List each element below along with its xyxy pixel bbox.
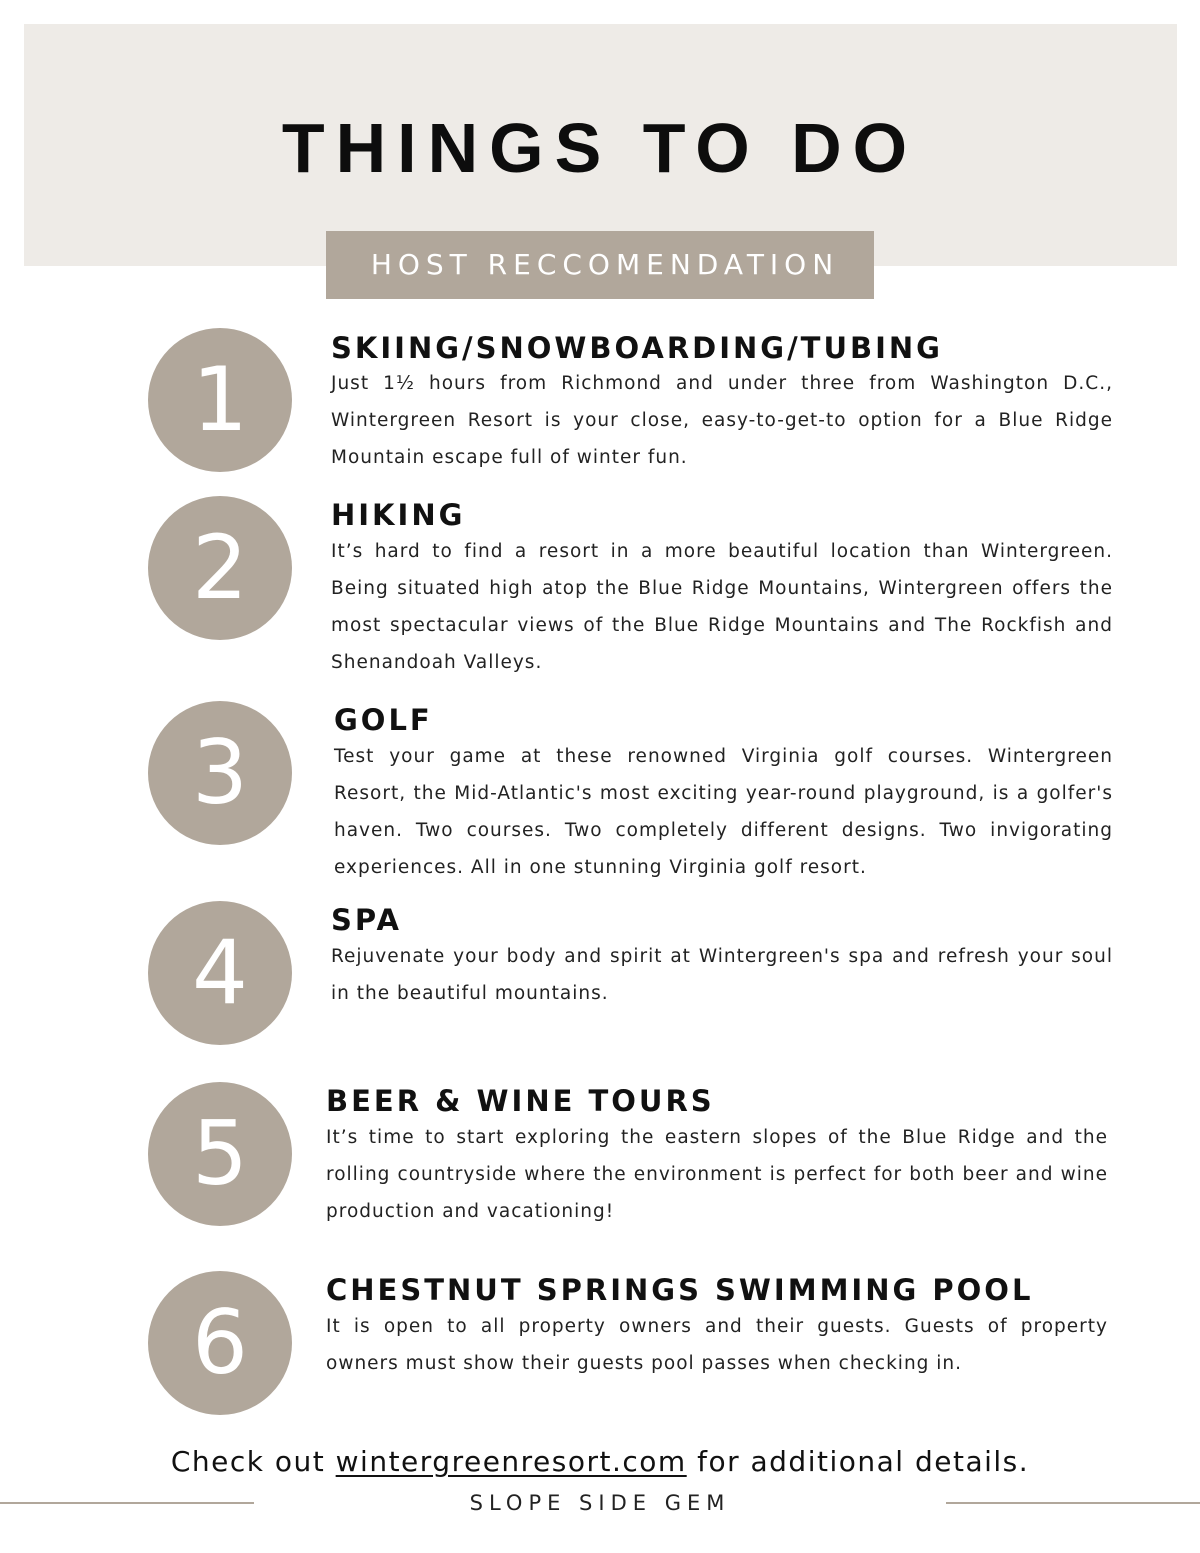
item-title-golf: GOLF xyxy=(334,703,433,737)
item-desc-beer-wine: It’s time to start exploring the eastern slopes of the Blue Ridge and the rolling countryside where the environment is perfect for both beer and wine production and vacationing! xyxy=(326,1127,1108,1222)
item-desc-spa: Rejuvenate your body and spirit at Wintergreen's spa and refresh your soul in the beautiful mountains. xyxy=(331,946,1113,1004)
footer-prefix: Check out xyxy=(170,1445,336,1478)
number-badge-2: 2 xyxy=(148,496,292,640)
website-link[interactable]: wintergreenresort.com xyxy=(335,1445,687,1478)
number-badge-6: 6 xyxy=(148,1271,292,1415)
item-desc-skiing: Just 1½ hours from Richmond and under three from Washington D.C., Wintergreen Resort is your close, easy-to-get-to option for a Blue Ridge Mountain escape full of winter fun. xyxy=(331,373,1113,468)
number-badge-5: 5 xyxy=(148,1082,292,1226)
item-title-hiking: HIKING xyxy=(331,498,466,532)
item-desc-pool: It is open to all property owners and their guests. Guests of property owners must show their guests pool passes when checking in. xyxy=(326,1316,1108,1374)
item-title-spa: SPA xyxy=(331,903,402,937)
number-badge-4: 4 xyxy=(148,901,292,1045)
footer-suffix: for additional details. xyxy=(686,1445,1030,1478)
item-title-skiing: SKIING/SNOWBOARDING/TUBING xyxy=(331,331,943,365)
page-title: THINGS TO DO xyxy=(281,109,919,187)
subtitle-badge: HOST RECCOMENDATION xyxy=(326,231,874,299)
item-title-beer-wine: BEER & WINE TOURS xyxy=(326,1084,715,1118)
item-desc-golf: Test your game at these renowned Virginia golf courses. Wintergreen Resort, the Mid-Atlantic's most exciting year-round playground, is a golfer's haven. Two courses. Two completely different designs. Two invigorating experiences. All in one stunning Virginia golf resort. xyxy=(334,746,1113,878)
brand-name: SLOPE SIDE GEM xyxy=(469,1491,731,1515)
number-badge-3: 3 xyxy=(148,701,292,845)
footer-cta xyxy=(0,1445,1200,1479)
item-title-pool: CHESTNUT SPRINGS SWIMMING POOL xyxy=(326,1273,1034,1307)
item-desc-hiking: It’s hard to find a resort in a more beautiful location than Wintergreen. Being situated high atop the Blue Ridge Mountains, Wintergreen offers the most spectacular views of the Blue Ridge Mountains and The Rockfish and Shenandoah Valleys. xyxy=(331,541,1113,673)
number-badge-1: 1 xyxy=(148,328,292,472)
